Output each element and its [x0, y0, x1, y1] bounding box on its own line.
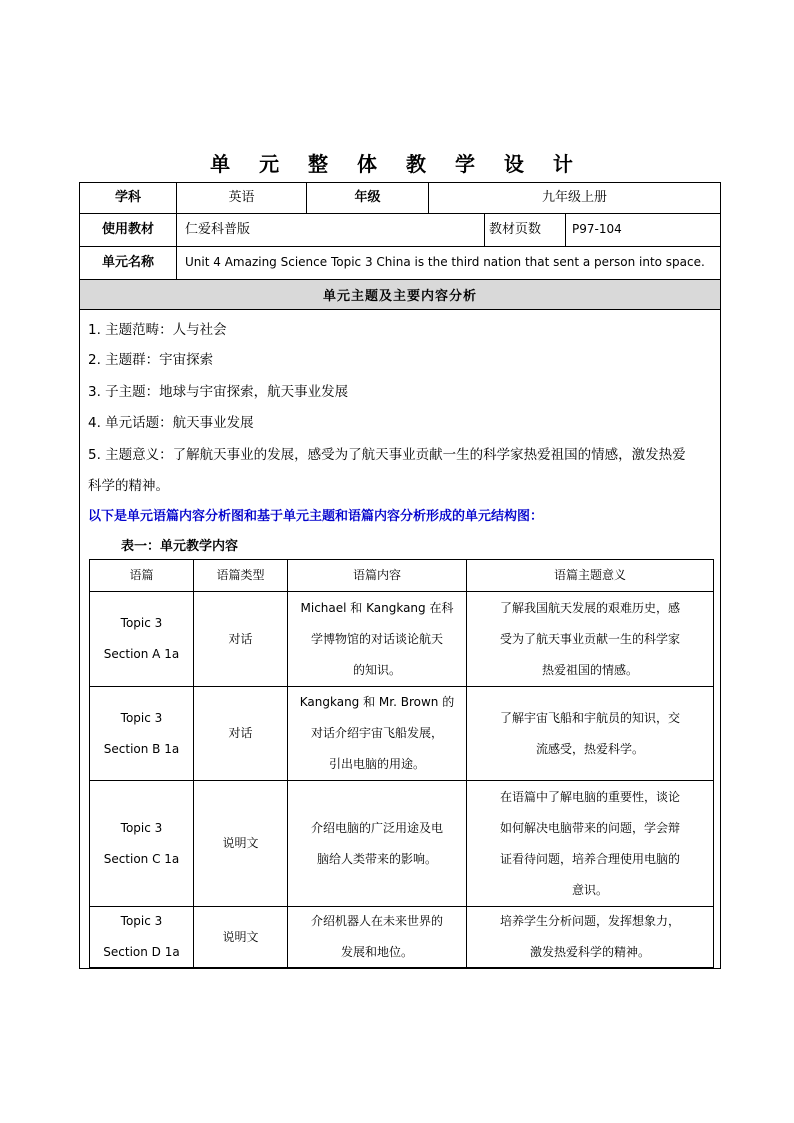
content-line: 脑给人类带来的影响。: [316, 851, 437, 866]
analysis-item: 科学的精神。: [88, 478, 169, 494]
type-cell: 对话: [228, 726, 253, 740]
table-row: [90, 781, 193, 906]
table-header: 语篇内容: [352, 568, 401, 583]
section-title: 单元主题及主要内容分析: [322, 289, 477, 304]
table-header: 语篇主题意义: [553, 568, 626, 583]
passage-cell: Section C 1a: [103, 851, 180, 866]
meaning-line: 证看待问题，培养合理使用电脑的: [499, 851, 680, 866]
passage-cell: Section D 1a: [103, 945, 180, 959]
table-row: [90, 907, 193, 967]
meaning-line: 在语篇中了解电脑的重要性，谈论: [499, 789, 680, 804]
table-header: 语篇类型: [216, 568, 265, 583]
type-cell: 说明文: [222, 929, 259, 944]
content-line: 发展和地位。: [340, 945, 413, 959]
meaning-line: 了解宇宙飞船和宇航员的知识，交: [499, 710, 680, 725]
meaning-cell: [467, 687, 713, 780]
meaning-line: 如何解决电脑带来的问题，学会辩: [499, 820, 680, 835]
passage-cell: Section B 1a: [103, 741, 180, 756]
passage-cell: Topic 3: [120, 820, 163, 835]
intro-text: 以下是单元语篇内容分析图和基于单元主题和语篇内容分析形成的单元结构图：: [88, 509, 544, 524]
content-line: 学博物馆的对话谈论航天: [310, 631, 443, 646]
content-line: 对话介绍宇宙飞船发展，: [310, 726, 443, 740]
passage-cell: Topic 3: [120, 710, 163, 725]
type-cell: 对话: [228, 631, 253, 646]
table-caption: 表一：单元教学内容: [121, 539, 239, 554]
meaning-line: 意识。: [571, 882, 608, 897]
passage-cell: Topic 3: [120, 914, 163, 928]
type-cell: 说明文: [222, 836, 259, 850]
meaning-line: 受为了航天事业贡献一生的科学家: [499, 631, 680, 646]
passage-cell: Section A 1a: [103, 647, 180, 661]
content-line: Kangkang 和 Mr. Brown 的: [299, 695, 455, 709]
unit-label: 单元名称: [101, 254, 154, 270]
content-line: 介绍机器人在未来世界的: [310, 914, 443, 928]
content-cell: [288, 592, 466, 686]
table-row: [90, 592, 193, 686]
meaning-cell: [467, 907, 713, 967]
pages-label: 教材页数: [489, 221, 542, 237]
subject-label: 学科: [114, 189, 141, 205]
content-line: 的知识。: [352, 662, 401, 677]
meaning-line: 流感受，热爱科学。: [535, 741, 644, 756]
content-cell: [288, 781, 466, 906]
table-header: 语篇: [129, 568, 154, 583]
content-line: Michael 和 Kangkang 在科: [300, 600, 454, 615]
pages-value: P97-104: [572, 222, 622, 237]
page-title: 单 元 整 体 教 学 设 计: [210, 152, 584, 176]
analysis-item: 5. 主题意义：了解航天事业的发展，感受为了航天事业贡献一生的科学家热爱祖国的情感，激发热爱: [88, 447, 686, 463]
grade-label: 年级: [354, 189, 381, 205]
analysis-item: 4. 单元话题：航天事业发展: [88, 415, 254, 431]
content-line: 引出电脑的用途。: [328, 757, 425, 771]
analysis-item: 2. 主题群：宇宙探索: [88, 352, 214, 368]
subject-value: 英语: [228, 189, 255, 205]
meaning-line: 热爱祖国的情感。: [541, 662, 638, 677]
content-cell: [288, 907, 466, 967]
analysis-item: 3. 子主题：地球与宇宙探索，航天事业发展: [88, 384, 349, 400]
content-line: 介绍电脑的广泛用途及电: [310, 820, 443, 835]
meaning-cell: [467, 592, 713, 686]
content-cell: [288, 687, 466, 780]
grade-value: 九年级上册: [541, 189, 607, 205]
textbook-value: 仁爱科普版: [185, 221, 251, 237]
table-row: [90, 687, 193, 780]
passage-cell: Topic 3: [120, 616, 163, 630]
meaning-cell: [467, 781, 713, 906]
meaning-line: 培养学生分析问题，发挥想象力，: [499, 914, 680, 928]
unit-value: Unit 4 Amazing Science Topic 3 China is the third nation that sent a person into space.: [185, 255, 705, 270]
analysis-item: 1. 主题范畴：人与社会: [88, 322, 227, 338]
meaning-line: 了解我国航天发展的艰难历史，感: [499, 600, 680, 615]
meaning-line: 激发热爱科学的精神。: [529, 945, 650, 959]
row-divider: [80, 309, 720, 310]
textbook-label: 使用教材: [101, 221, 154, 237]
